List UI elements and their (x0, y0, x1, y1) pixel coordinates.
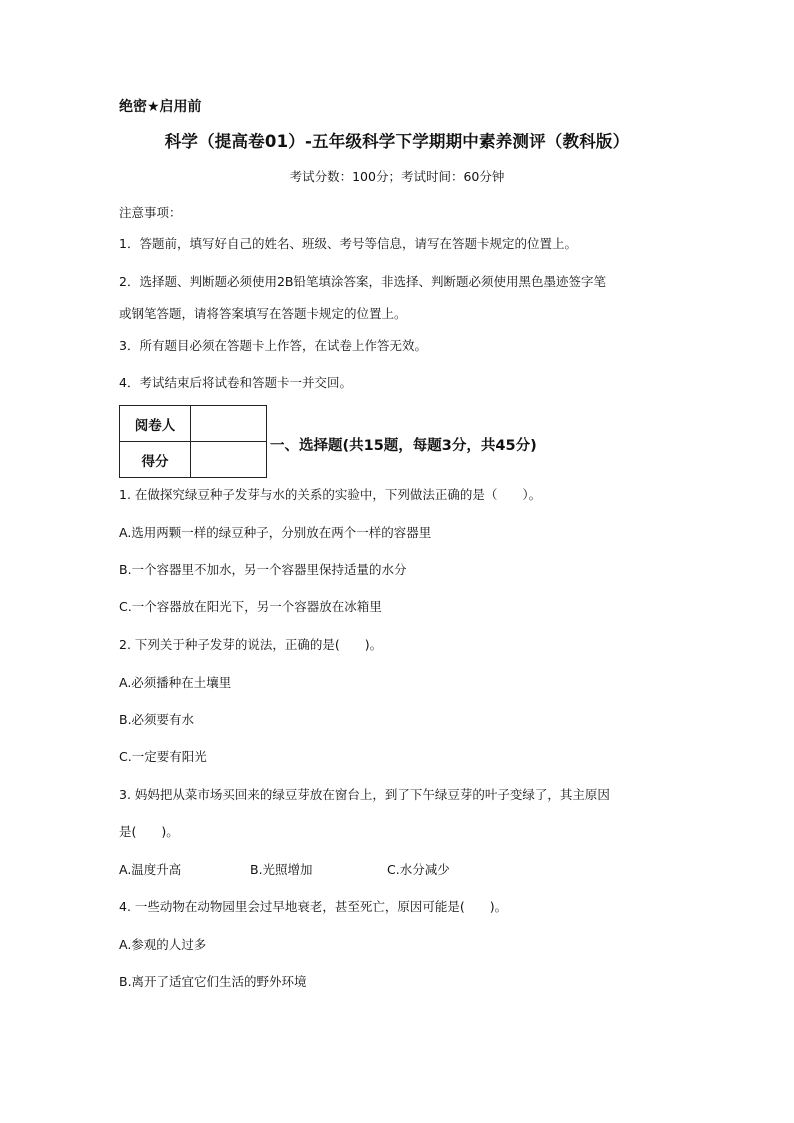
question-option: B.必须要有水 (119, 712, 195, 727)
question-option: C.一个容器放在阳光下，另一个容器放在冰箱里 (119, 599, 382, 614)
question-option: A.温度升高 (119, 862, 182, 877)
question-option: B.一个容器里不加水，另一个容器里保持适量的水分 (119, 562, 407, 577)
reviewer-blank (191, 406, 267, 442)
question-option: B.光照增加 (250, 862, 313, 877)
note-item: 1．答题前，填写好自己的姓名、班级、考号等信息，请写在答题卡规定的位置上。 (119, 236, 577, 251)
question-option: A.参观的人过多 (119, 937, 207, 952)
question-option: A.选用两颗一样的绿豆种子，分别放在两个一样的容器里 (119, 525, 432, 540)
question-option: C.水分减少 (387, 862, 450, 877)
exam-info: 考试分数：100分；考试时间：60分钟 (289, 169, 505, 184)
page-title: 科学（提高卷01）-五年级科学下学期期中素养测评（教科版） (164, 132, 630, 151)
section-title: 一、选择题(共15题，每题3分，共45分) (270, 438, 537, 454)
score-label: 得分 (120, 442, 191, 478)
score-blank (191, 442, 267, 478)
score-table (119, 405, 267, 478)
confidential-mark: 绝密★启用前 (119, 99, 202, 115)
note-item: 2．选择题、判断题必须使用2B铅笔填涂答案，非选择、判断题必须使用黑色墨迹签字笔 (119, 274, 606, 289)
note-item-continued: 或钢笔答题，请将答案填写在答题卡规定的位置上。 (119, 306, 407, 321)
question-stem-continued: 是( )。 (119, 824, 179, 839)
question-stem: 2. 下列关于种子发芽的说法，正确的是( )。 (119, 637, 383, 652)
question-option: C.一定要有阳光 (119, 749, 207, 764)
reviewer-label: 阅卷人 (120, 406, 191, 442)
question-stem: 3. 妈妈把从菜市场买回来的绿豆芽放在窗台上，到了下午绿豆芽的叶子变绿了，其主原因 (119, 787, 610, 802)
note-item: 4．考试结束后将试卷和答题卡一并交回。 (119, 375, 352, 390)
note-item: 3．所有题目必须在答题卡上作答，在试卷上作答无效。 (119, 338, 427, 353)
question-option: B.离开了适宜它们生活的野外环境 (119, 974, 307, 989)
question-option: A.必须播种在土壤里 (119, 675, 232, 690)
question-stem: 4. 一些动物在动物园里会过早地衰老，甚至死亡，原因可能是( )。 (119, 899, 508, 914)
notes-heading: 注意事项： (119, 205, 182, 220)
question-stem: 1. 在做探究绿豆种子发芽与水的关系的实验中，下列做法正确的是（ ）。 (119, 487, 542, 502)
